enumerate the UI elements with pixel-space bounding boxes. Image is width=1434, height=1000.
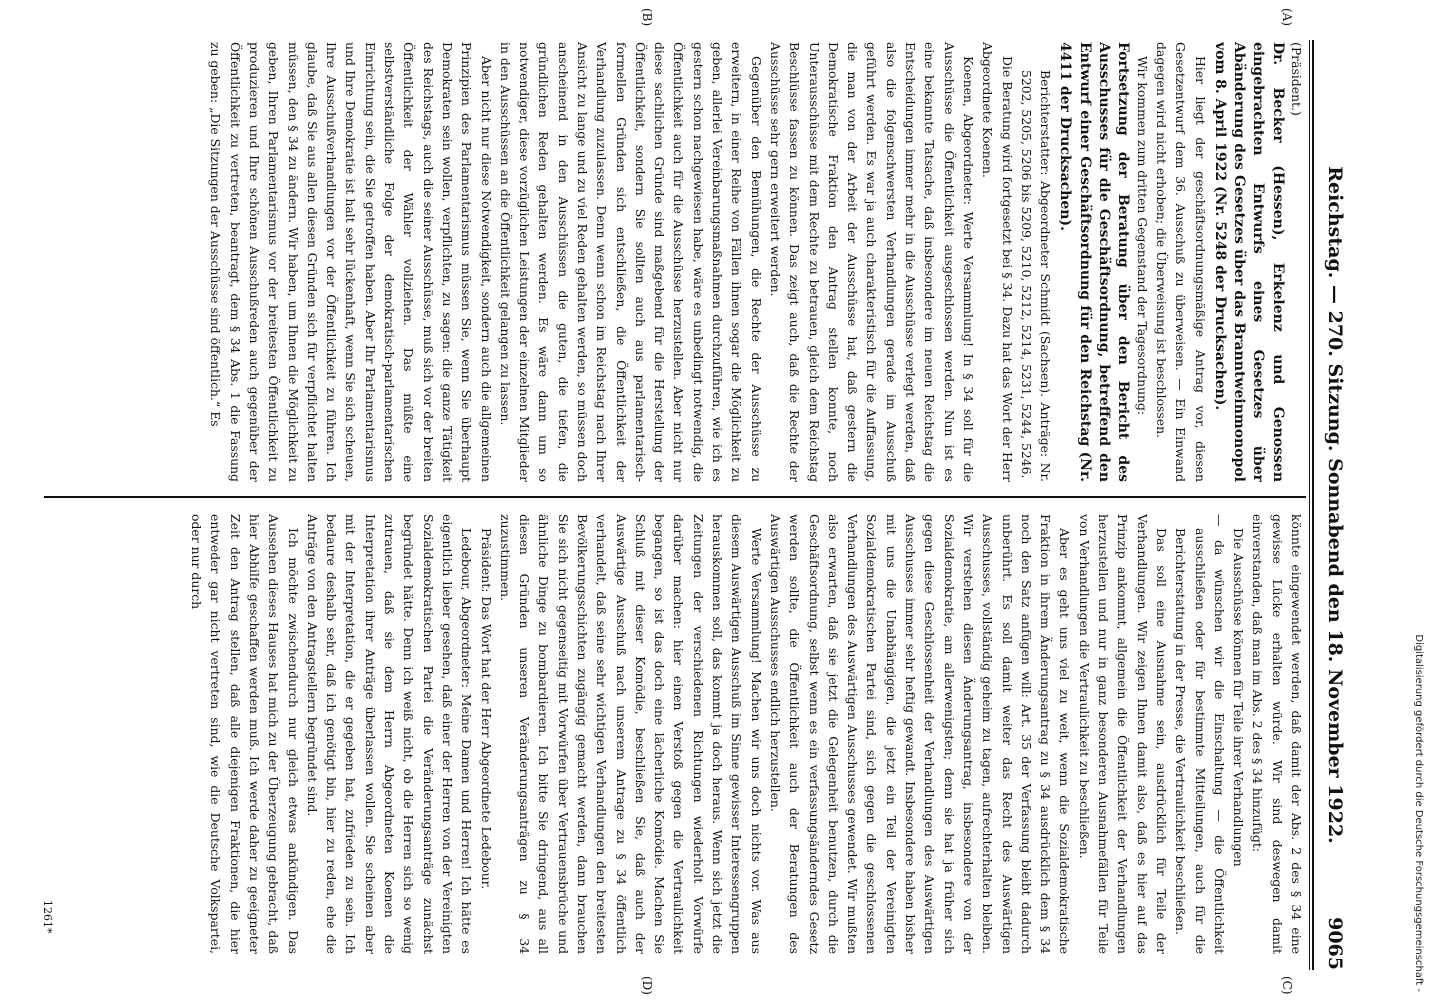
paragraph: — da wünschen wir die Einschaltung — die Öffentlichkeit ausschließen oder für bestimmte Mitteilungen, auch für die Berichterstattung in der Presse, die Vertraulichkeit beschließen. (1173, 514, 1227, 954)
column-divider (44, 496, 1306, 498)
header-rule (1312, 40, 1314, 970)
paragraph: Hier liegt der geschäftsordnungsmäßige Antrag vor, diesen Gesetzentwurf dem 36. Ausschuß zu überweisen. — Ein Einwand dagegen wird nicht erhoben; die Überweisung ist beschlossen. (1153, 42, 1208, 482)
left-column (46, 42, 1306, 482)
running-title: Reichstag. — 270. Sitzung. Sonnabend den 18. November 1922. (1324, 166, 1346, 844)
dfg-watermark (1406, 6, 1430, 992)
margin-marker-c: (C) (1280, 976, 1294, 995)
paragraph: Werte Versammlung! Machen wir uns doch nichts vor. Was aus diesem Auswärtigen Ausschuß im Sinne gewisser Interessengruppen herauskommen soll, das kommt ja doch heraus. Wenn sich jetzt die Zeitungen der verschiedenen Richtungen wiederholt Vorwürfe darüber machen: hier einen Verstoß gegen die Vertraulichkeit begangen, so ist das doch eine lächerliche Komödie. Machen Sie Schluß mit dieser Komödie, beschließen Sie, daß auch der Auswärtige Ausschuß nach unserem Antrage zu § 34 öffentlich verhandelt, daß seine sehr wichtigen Verhandlungen den breitesten Bevölkerungsschichten zugängig gemacht werden, dann brauchen Sie sich nicht gegenseitig mit Vorwürfen über Vertrauensbrüche und ähnliche Dinge zu bombardieren. Ich bitte Sie dringend, aus all diesen Gründen unseren Veränderungsanträgen zu § 34 zuzustimmen. (497, 514, 764, 954)
margin-marker-b: (B) (640, 8, 654, 27)
paragraph: Koenen, Abgeordneter: Werte Versammlung! In § 34 soll für die Ausschüsse die Öffentlichkeit ausgeschlossen werden. Nun ist es eine bekannte Tatsache, daß insbesondere im neuen Reichstag die Entscheidungen immer mehr in die Ausschüsse verlegt werden, daß also die folgenschwersten Verhandlungen gerade im Ausschuß geführt werden. Es war ja auch charakteristisch für die Auffassung, die man von der Arbeit der Ausschüsse hat, daß gestern die Demokratische Fraktion den Antrag stellen konnte, noch Unterausschüsse mit dem Rechte zu betrauen, gleich dem Reichstag Beschlüsse fassen zu können. Das zeigt auch, daß die Rechte der Ausschüsse sehr gern erweitert werden. (767, 42, 976, 482)
paragraph: Ledebour, Abgeordneter: Meine Damen und Herren! Ich hätte es eigentlich lieber gesehen, daß einer der Herren von der Vereinigten Sozialdemokratischen Partei die Veränderungsanträge zunächst begründet hätte. Denn ich weiß nicht, ob die Herren sich so wenig zutrauen, daß sie dem Herrn Abgeordneten Koenen die Interpretation ihrer Anträge überlassen wollen. Sie scheinen aber mit der Interpretation, die er gegeben hat, zufrieden zu sein. Ich bedaure deshalb sehr, daß ich genötigt bin, hier zu reden, ehe die Anträge von den Antragstellern begründet sind. (304, 514, 475, 954)
paragraph: Das soll eine Ausnahme sein, ausdrücklich für Teile der Verhandlungen. Wir zeigen Ihnen damit also, daß es hier auf das Prinzip ankommt, allgemein die Öffentlichkeit der Verhandlungen herzustellen und nur in ganz besonderen Ausnahmefällen für Teile von Verhandlungen die Vertraulichkeit zu beschließen. (1076, 514, 1169, 954)
paragraph: Aber nicht nur diese Notwendigkeit, sondern auch die allgemeinen Prinzipien des Parlamentarismus müssen Sie, wenn Sie überhaupt Demokraten sein wollen, verpflichten, zu sagen: die ganze Tätigkeit des Reichstags, auch die seiner Ausschüsse, muß sich vor der breiten Öffentlichkeit der Wähler vollziehen. Das müßte eine selbstverständliche Folge der demokratisch-parlamentarischen Einrichtung sein, die Sie getroffen haben. Aber Ihr Parlamentarismus und Ihre Demokratie ist halt sehr lückenhaft, wenn Sie sich scheuen, Ihre Ausschußverhandlungen vor der Öffentlichkeit zu führen. Ich glaube, daß Sie aus allen diesen Gründen sich für verpflichtet halten müssen, den § 34 zu ändern. Wir haben, um Ihnen die Möglichkeit zu geben, Ihren Parlamentarismus vor der breitesten Öffentlichkeit zu produzieren und Ihre schönen Ausschußreden auch gegenüber der Öffentlichkeit zu vertreten, beantragt, dem § 34 Abs. 1 die Fassung zu geben: „Die Sitzungen der Ausschüsse sind öffentlich.“ Es (208, 42, 494, 482)
item-heading: Dr. Becker (Hessen), Erkelenz und Genossen eingebrachten Entwurfs eines Gesetzes über Abänderung des Gesetzes über das Branntweinmonopol vom 8. April 1922 (Nr. 5248 der Drucksachen). (1211, 42, 1286, 482)
paragraph: Ich möchte zwischendurch nur gleich etwas ankündigen. Das Aussehen dieses Hauses hat mich zu der Überzeugung gebracht, daß hier Abhilfe geschaffen werden muß. Ich werde daher zu geeigneter Zeit den Antrag stellen, daß alle diejenigen Fraktionen, die hier entweder gar nicht vertreten sind, wie die Deutsche Volkspartei, oder nur durch (189, 514, 301, 954)
paragraph: Präsident: Das Wort hat der Herr Abgeordnete Ledebour. (478, 528, 494, 890)
page-number: 9065 (1324, 917, 1346, 970)
paragraph: Die Ausschüsse können für Teile ihrer Verhandlungen (1231, 528, 1247, 867)
header-rule-thin (1309, 40, 1310, 970)
signature-mark: 1261* (41, 900, 54, 934)
paragraph: Die Beratung wird fortgesetzt bei § 34. Dazu hat das Wort der Herr Abgeordnete Koenen. (980, 42, 1015, 482)
running-header (1316, 40, 1350, 970)
paragraph: könnte eingewendet werden, daß damit der Abs. 2 des § 34 eine gewisse Lücke erhalten würde. Wir sind deswegen damit einverstanden, daß man im Abs. 2 des § 34 hinzufügt: (1250, 514, 1304, 954)
rotated-newspaper-page (30, 0, 1354, 1000)
margin-marker-a: (A) (1280, 8, 1294, 27)
paragraph: Aber es geht uns viel zu weit, wenn die Sozialdemokratische Fraktion in ihrem Änderungsantrag zu § 34 ausdrücklich dem § 34 noch den Satz anfügen will: Art. 35 der Verfassung bleibt dadurch unberührt. Es soll damit weiter das Recht des Auswärtigen Ausschusses, vollständig geheim zu tagen, aufrechterhalten bleiben. Wir verstehen diesen Änderungsantrag, insbesondere von der Sozialdemokratie, am allerwenigsten; denn sie hat ja früher sich gegen diese Geschlossenheit der Verhandlungen des Auswärtigen Ausschusses immer sehr heftig gewandt. Insbesondere haben bisher mit uns die Unabhängigen, die jetzt ein Teil der Vereinigten Sozialdemokratischen Partei sind, sich gegen die geschlossenen Verhandlungen des Auswärtigen Ausschusses gewendet. Wir mußten also erwarten, daß sie jetzt die Gelegenheit benutzen, durch die Geschäftsordnung, selbst wenn es ein verfassungsänderndes Gesetz werden sollte, die Öffentlichkeit auch der Beratungen des Auswärtigen Ausschusses endlich herzustellen. (767, 514, 1073, 954)
watermark-text: Digitalisierung gefördert durch die Deutsche Forschungsgemeinschaft - (1413, 634, 1424, 992)
paragraph: Wir kommen zum dritten Gegenstand der Tagesordnung: (1134, 56, 1150, 416)
paragraph: Berichterstatter: Abgeordneter Schmidt (Sachsen). Anträge: Nr. 5202, 5205, 5206 bis 5209, 5210, 5212, 5214, 5231, 5244, 5246. (1018, 70, 1054, 482)
paragraph: Gegenüber den Bemühungen, die Rechte der Ausschüsse zu erweitern, in einer Reihe von Fällen ihnen sogar die Möglichkeit zu geben, allerlei Vereinbarungsmaßnahmen durchzuführen, wie ich es gestern schon nachgewiesen habe, wäre es unbedingt notwendig, die Öffentlichkeit auch für die Ausschüsse herzustellen. Aber nicht nur diese sachlichen Gründe sind maßgebend für die Herstellung der Öffentlichkeit, sondern Sie sollten auch aus parlamentarisch-formellen Gründen sich entschließen, die Öffentlichkeit der Verhandlung zuzulassen. Denn wenn schon im Reichstag nach Ihrer Ansicht zu lange und zu viel Reden gehalten werden, so müssen doch anscheinend in den Ausschüssen die guten, die tiefen, die gründlichen Reden gehalten werden. Es wäre dann um so notwendiger, diese vorzüglichen Leistungen der einzelnen Mitglieder in den Ausschüssen an die Öffentlichkeit gelangen zu lassen. (497, 42, 764, 482)
margin-marker-d: (D) (640, 976, 654, 995)
right-column (46, 514, 1306, 954)
paragraph: (Präsident.) (1289, 42, 1304, 116)
item-heading: Fortsetzung der Beratung über den Bericht des Ausschusses für die Geschäftsordnung, betreffend den Entwurf einer Geschäftsordnung für den Reichstag (Nr. 4411 der Drucksachen). (1057, 42, 1132, 482)
